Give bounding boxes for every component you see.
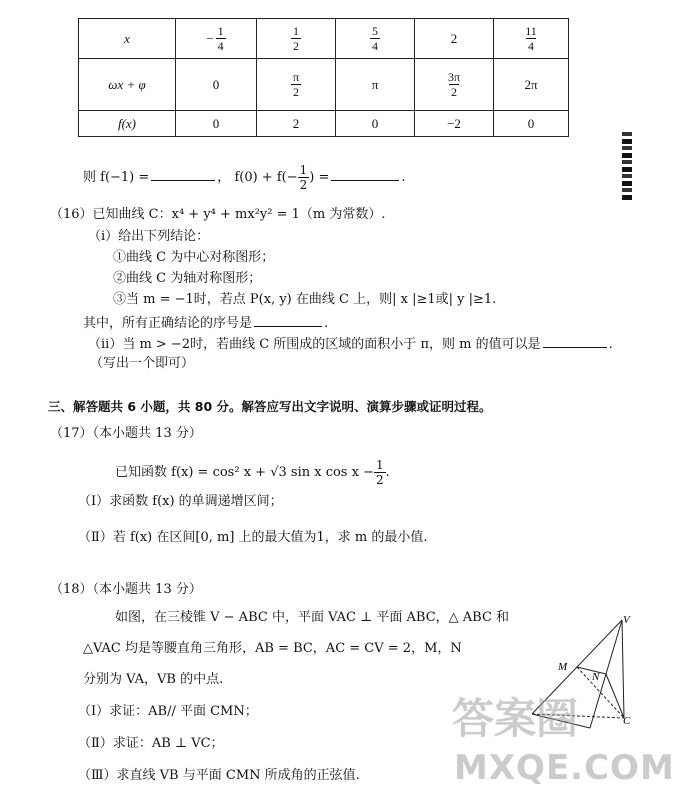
q16-note: （写出一个即可）	[90, 356, 195, 371]
row-header: f(x)	[79, 111, 176, 137]
row-header: x	[79, 19, 176, 59]
q15-sep: ，	[217, 170, 231, 185]
denominator: 2	[293, 39, 299, 53]
table-row	[79, 111, 569, 137]
section-3-heading: 三、解答题共 6 小题，共 80 分。解答应写出文字说明、演算步骤或证明过程。	[48, 399, 492, 414]
q17-given-text: 已知函数 f(x) = cos² x +	[115, 465, 271, 480]
table-cell	[415, 59, 494, 111]
denominator: 2	[451, 85, 457, 99]
table-cell: 0	[494, 111, 569, 137]
q16-answer-line	[83, 314, 328, 332]
q18-part-3: （Ⅲ）求直线 VB 与平面 CMN 所成角的正弦值.	[78, 768, 360, 783]
table-row	[79, 59, 569, 111]
watermark-url: MXQE.COM	[454, 748, 675, 788]
row-header: ωx + φ	[79, 59, 176, 111]
q16-answer-prefix: 其中，所有正确结论的序号是	[83, 316, 253, 331]
q16-part-i-heading: （i）给出下列结论：	[88, 229, 210, 244]
numerator: 5	[372, 24, 378, 38]
q17-part-2: （Ⅱ）若 f(x) 在区间[0, m] 上的最大值为1，求 m 的最小值.	[78, 530, 428, 545]
q16-conclusion-1: ①曲线 C 为中心对称图形；	[113, 250, 275, 265]
denominator: 4	[528, 39, 534, 53]
fraction	[446, 70, 462, 99]
segment-nc	[606, 674, 624, 718]
table-cell: 2	[415, 19, 494, 59]
q18-line-1: 如图，在三棱锥 V − ABC 中，平面 VAC ⊥ 平面 ABC，△ ABC 和	[115, 610, 510, 625]
q16-conclusion-3: ③当 m = −1时，若点 P(x, y) 在曲线 C 上，则| x |≥1或| y |≥1.	[113, 292, 497, 307]
q15-text-1: 则 f(−1) =	[83, 170, 150, 185]
q16-conclusion-2: ②曲线 C 为轴对称图形；	[113, 271, 262, 286]
q17-given-mid: sin x cos x −	[286, 465, 374, 480]
qr-code-fragment	[622, 132, 632, 202]
q18-part-1: （Ⅰ）求证：AB// 平面 CMN；	[78, 704, 258, 719]
q15-answer-line	[83, 163, 406, 192]
q16-part-ii	[88, 335, 613, 353]
q15-text-2: f(0) + f(−	[234, 170, 298, 185]
value-table	[78, 18, 569, 137]
q18-part-2: （Ⅱ）求证：AB ⊥ VC；	[78, 736, 224, 751]
numerator: 1	[217, 24, 224, 38]
fraction	[216, 24, 226, 53]
q15-end: .	[401, 170, 406, 185]
fraction	[291, 70, 301, 99]
watermark-logo: 答案圈	[452, 694, 579, 743]
q15-frac-num: 1	[299, 163, 308, 177]
table-cell	[257, 59, 336, 111]
numerator: 1	[293, 24, 299, 38]
fraction	[370, 24, 380, 53]
table-cell	[257, 19, 336, 59]
table-cell: 0	[176, 59, 257, 111]
q17-given	[115, 458, 390, 487]
q16-answer-end: .	[324, 316, 329, 331]
table-row	[79, 19, 569, 59]
numerator: 3π	[447, 70, 461, 84]
table-cell	[176, 19, 257, 59]
numerator: π	[292, 70, 300, 84]
table-cell	[336, 19, 415, 59]
q16-part-ii-text: （ii）当 m > −2时，若曲线 C 所围成的区域的面积小于 π，则 m 的值可以是	[88, 337, 541, 352]
q16-part-ii-end: .	[608, 337, 613, 352]
table-cell	[494, 19, 569, 59]
denominator: 4	[217, 39, 224, 53]
table-cell: −2	[415, 111, 494, 137]
table-cell: 0	[336, 111, 415, 137]
edge-vc	[622, 620, 624, 718]
q17-frac-num: 1	[375, 458, 384, 472]
q15-text-3: ) =	[309, 170, 330, 185]
answer-blank-2	[331, 168, 399, 181]
fraction	[291, 24, 301, 53]
answer-blank-3	[254, 314, 322, 327]
table-cell: 2π	[494, 59, 569, 111]
sign: −	[206, 30, 214, 46]
q17-frac-den: 2	[375, 473, 384, 487]
q18-line-2: △VAC 均是等腰直角三角形，AB = BC，AC = CV = 2，M，N	[83, 641, 462, 656]
q17-heading: （17）（本小题共 13 分）	[50, 426, 202, 441]
q16-heading: （16）已知曲线 C：x⁴ + y⁴ + mx²y² = 1（m 为常数）.	[50, 207, 386, 222]
answer-blank-4	[543, 335, 607, 348]
numerator: 11	[525, 24, 537, 38]
table-cell: 2	[257, 111, 336, 137]
label-v: V	[623, 614, 630, 626]
q18-line-3: 分别为 VA，VB 的中点.	[83, 672, 224, 687]
q17-part-1: （Ⅰ）求函数 f(x) 的单调递增区间；	[78, 494, 283, 509]
q15-frac-den: 2	[299, 178, 308, 192]
q18-heading: （18）（本小题共 13 分）	[50, 582, 202, 597]
label-c: C	[623, 715, 631, 727]
fraction	[523, 24, 539, 53]
sqrt-3: √3	[270, 465, 287, 480]
denominator: 2	[293, 85, 299, 99]
label-m: M	[558, 661, 568, 673]
answer-blank-1	[151, 168, 215, 181]
table-cell: 0	[176, 111, 257, 137]
denominator: 4	[372, 39, 378, 53]
table-cell: π	[336, 59, 415, 111]
q17-given-end: .	[385, 465, 390, 480]
label-n: N	[592, 671, 600, 683]
